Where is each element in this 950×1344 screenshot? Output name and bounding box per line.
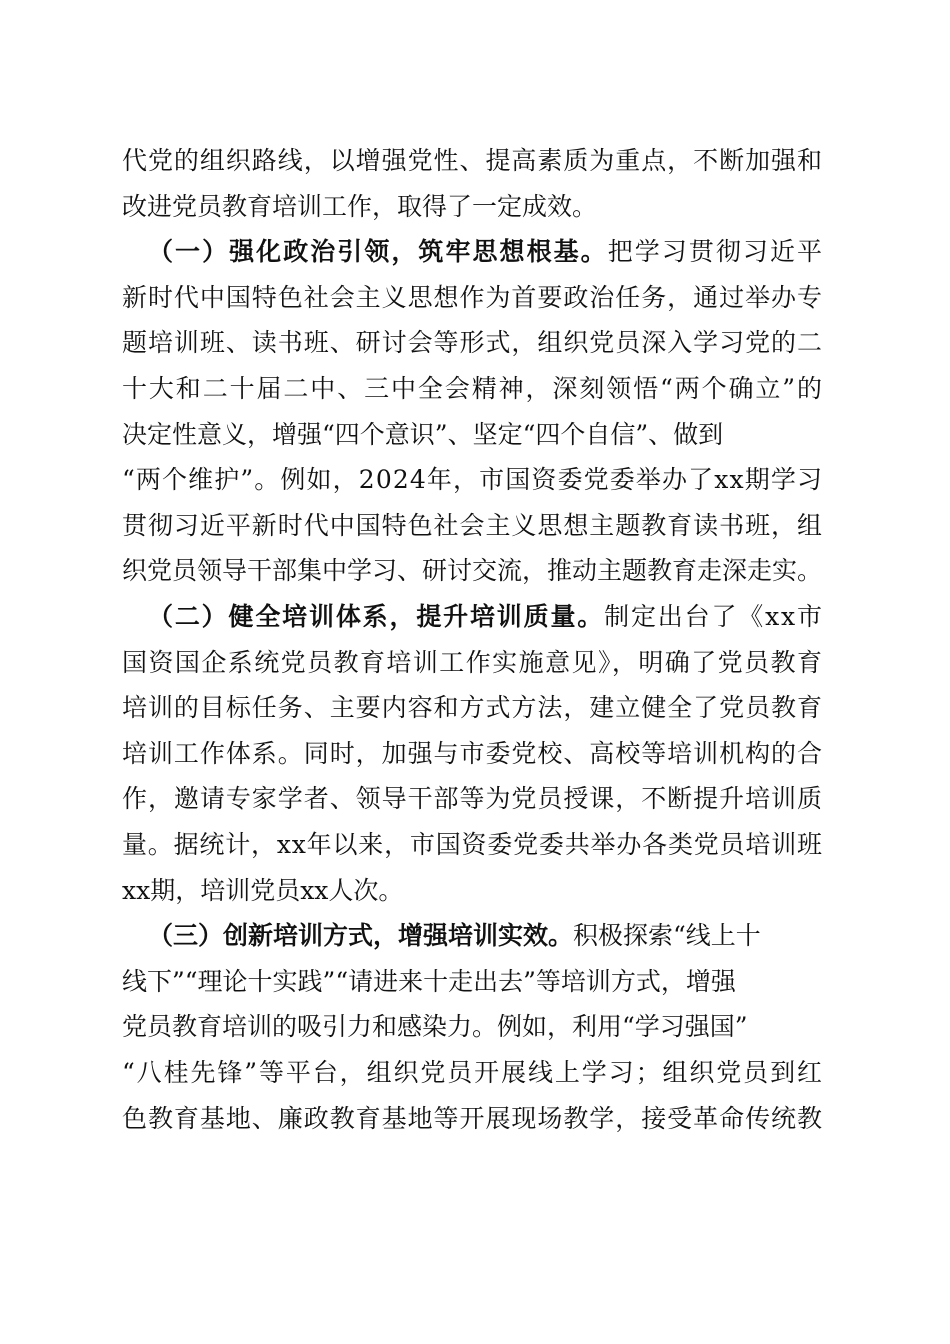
- line-content: [122, 731, 823, 777]
- line-content: [122, 184, 597, 230]
- text-line: [122, 457, 822, 503]
- text-line: [122, 184, 822, 230]
- line-text: 积极探索“线上十: [573, 921, 761, 951]
- section-heading: （一）强化政治引领，筑牢思想根基。: [148, 237, 608, 267]
- line-content: [122, 1004, 748, 1050]
- text-line: [148, 229, 825, 275]
- section-heading: （三）创新培训方式，增强培训实效。: [148, 921, 574, 951]
- text-line: [148, 913, 822, 959]
- line-content: [148, 913, 761, 959]
- line-text: 线下”“理论十实践”“请进来十走出去”等培训方式，增强: [122, 966, 736, 996]
- text-line: [122, 1096, 822, 1142]
- line-content: [122, 320, 823, 366]
- text-line: [122, 868, 822, 914]
- line-text: 织党员领导干部集中学习、研讨交流，推动主题教育走深走实。: [122, 556, 822, 586]
- line-content: [122, 685, 823, 731]
- text-line: [122, 731, 822, 777]
- line-text: 代党的组织路线，以增强党性、提高素质为重点，不断加强和: [122, 146, 823, 175]
- line-content: [122, 868, 403, 914]
- line-content: [122, 548, 822, 594]
- text-line: [122, 1050, 822, 1096]
- line-text: 国资国企系统党员教育培训工作实施意见》，明确了党员教育: [122, 647, 824, 677]
- line-text: 贯彻习近平新时代中国特色社会主义思想主题教育读书班，组: [122, 510, 823, 540]
- line-content: [122, 457, 823, 503]
- text-line: [122, 822, 822, 868]
- line-content: [122, 640, 823, 686]
- line-text: xx期，培训党员xx人次。: [122, 875, 404, 905]
- line-text: 党员教育培训的吸引力和感染力。例如，利用“学习强国”: [122, 1012, 748, 1042]
- text-line: [122, 366, 822, 412]
- text-line: [122, 320, 822, 366]
- text-line: [122, 138, 822, 184]
- line-text: 培训的目标任务、主要内容和方式方法，建立健全了党员教育: [122, 693, 823, 723]
- text-line: [122, 275, 822, 321]
- line-content: [122, 1096, 823, 1142]
- line-text: 改进党员教育培训工作，取得了一定成效。: [122, 191, 598, 221]
- line-text: “八桂先锋”等平台，组织党员开展线上学习；组织党员到红: [122, 1058, 824, 1087]
- line-text: 量。据统计，xx年以来，市国资委党委共举办各类党员培训班: [122, 830, 823, 859]
- text-line: [122, 412, 822, 458]
- text-line: [122, 1004, 822, 1050]
- line-text: 十大和二十届二中、三中全会精神，深刻领悟“两个确立”的: [122, 374, 824, 403]
- line-text: 新时代中国特色社会主义思想作为首要政治任务，通过举办专: [122, 282, 823, 312]
- line-content: [122, 366, 824, 412]
- line-content: [148, 229, 824, 275]
- line-text: 培训工作体系。同时，加强与市委党校、高校等培训机构的合: [122, 738, 823, 768]
- text-line: [122, 548, 822, 594]
- section-heading: （二）健全培训体系，提升培训质量。: [148, 602, 605, 631]
- line-content: [122, 959, 736, 1005]
- text-line: [122, 776, 822, 822]
- line-content: [122, 138, 823, 184]
- line-content: [122, 1050, 824, 1096]
- line-content: [122, 275, 823, 321]
- line-content: [122, 776, 823, 822]
- text-line: [122, 640, 822, 686]
- line-content: [122, 503, 823, 549]
- line-text: 作，邀请专家学者、领导干部等为党员授课，不断提升培训质: [122, 784, 823, 814]
- text-line: [122, 503, 822, 549]
- line-text: 制定出台了《xx市: [604, 602, 824, 631]
- line-content: [122, 822, 823, 868]
- line-text: 决定性意义，增强“四个意识”、坚定“四个自信”、做到: [122, 419, 724, 449]
- text-line: [122, 685, 822, 731]
- line-text: 色教育基地、廉政教育基地等开展现场教学，接受革命传统教: [122, 1103, 823, 1133]
- line-text: “两个维护”。例如，2024年，市国资委党委举办了xx期学习: [122, 465, 824, 495]
- line-text: 题培训班、读书班、研讨会等形式，组织党员深入学习党的二: [122, 328, 823, 358]
- line-text: 把学习贯彻习近平: [607, 237, 825, 267]
- text-line: [122, 959, 822, 1005]
- line-content: [148, 594, 824, 640]
- line-content: [122, 412, 723, 458]
- text-line: [148, 594, 822, 640]
